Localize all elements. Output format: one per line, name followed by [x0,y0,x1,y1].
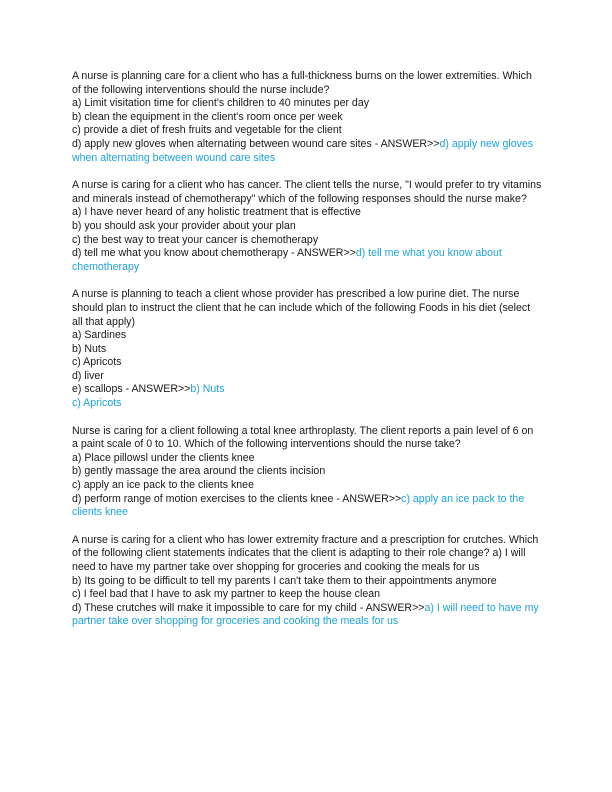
option-b: b) you should ask your provider about your plan [72,219,296,232]
option-d-text: d) apply new gloves when alternating between wound care sites - ANSWER>> [72,137,440,150]
question-3 [72,288,542,410]
option-d-text: d) These crutches will make it impossible to care for my child - ANSWER>> [72,601,425,614]
option-a: a) Place pillowsl under the clients knee [72,451,255,464]
question-stem: A nurse is planning care for a client who has a full-thickness burns on the lower extremities. Which of the following interventions should the nurse include? [72,70,532,96]
option-c: c) provide a diet of fresh fruits and vegetable for the client [72,124,342,137]
question-stem: A nurse is caring for a client who has cancer. The client tells the nurse, "I would prefer to try vitamins and minerals instead of chemotherapy" which of the following responses should the nurse make? [72,179,542,205]
option-d [72,493,542,520]
option-c: c) Apricots [72,356,122,369]
option-e-text: e) scallops - ANSWER>> [72,383,191,396]
answer-text: b) Nuts [190,383,225,396]
option-c: c) the best way to treat your cancer is chemotherapy [72,233,319,246]
question-1 [72,70,542,165]
option-c: c) apply an ice pack to the clients knee [72,479,254,492]
answer-text: d) apply new gloves when alternating between wound care sites [72,137,534,164]
option-b: b) Nuts [72,342,107,355]
option-a: a) I have never heard of any holistic treatment that is effective [72,206,361,219]
option-d: d) liver [72,369,104,382]
option-d-text: d) tell me what you know about chemotherapy - ANSWER>> [72,247,356,260]
option-c: c) I feel bad that I have to ask my partner to keep the house clean [72,588,380,601]
option-d [72,247,542,274]
option-a: a) Sardines [72,329,127,342]
option-d-text: d) perform range of motion exercises to the clients knee - ANSWER>> [72,492,402,505]
option-d [72,602,542,629]
question-stem: Nurse is caring for a client following a total knee arthroplasty. The client reports a pain level of 6 on a paint scale of 0 to 10. Which of the following interventions should the nurse take? [72,424,534,451]
question-4 [72,425,542,520]
question-stem: A nurse is caring for a client who has lower extremity fracture and a prescription for crutches. Which of the following client statements indicates that the client is adapting to their role change? a) I will need to have my partner take over shopping for groceries and cooking the meals for us [72,533,539,573]
answer-text-extra: c) Apricots [72,397,122,410]
option-b: b) gently massage the area around the clients incision [72,465,326,478]
option-a: a) Limit visitation time for client's children to 40 minutes per day [72,97,370,110]
option-d [72,138,542,165]
option-b: b) clean the equipment in the client's room once per week [72,110,343,123]
answer-text: d) tell me what you know about chemotherapy [72,247,502,273]
answer-text: c) apply an ice pack to the clients knee [72,492,525,519]
question-5 [72,534,542,629]
question-2 [72,179,542,274]
option-e [72,383,542,397]
option-b: b) Its going to be difficult to tell my parents I can't take them to their appointments anymore [72,574,497,587]
question-stem: A nurse is planning to teach a client whose provider has prescribed a low purine diet. The nurse should plan to instruct the client that he can include which of the following Foods in his diet (select all that apply) [72,288,531,328]
answer-text: a) I will need to have my partner take over shopping for groceries and cooking the meals for us [72,601,539,628]
document-content [72,70,542,643]
